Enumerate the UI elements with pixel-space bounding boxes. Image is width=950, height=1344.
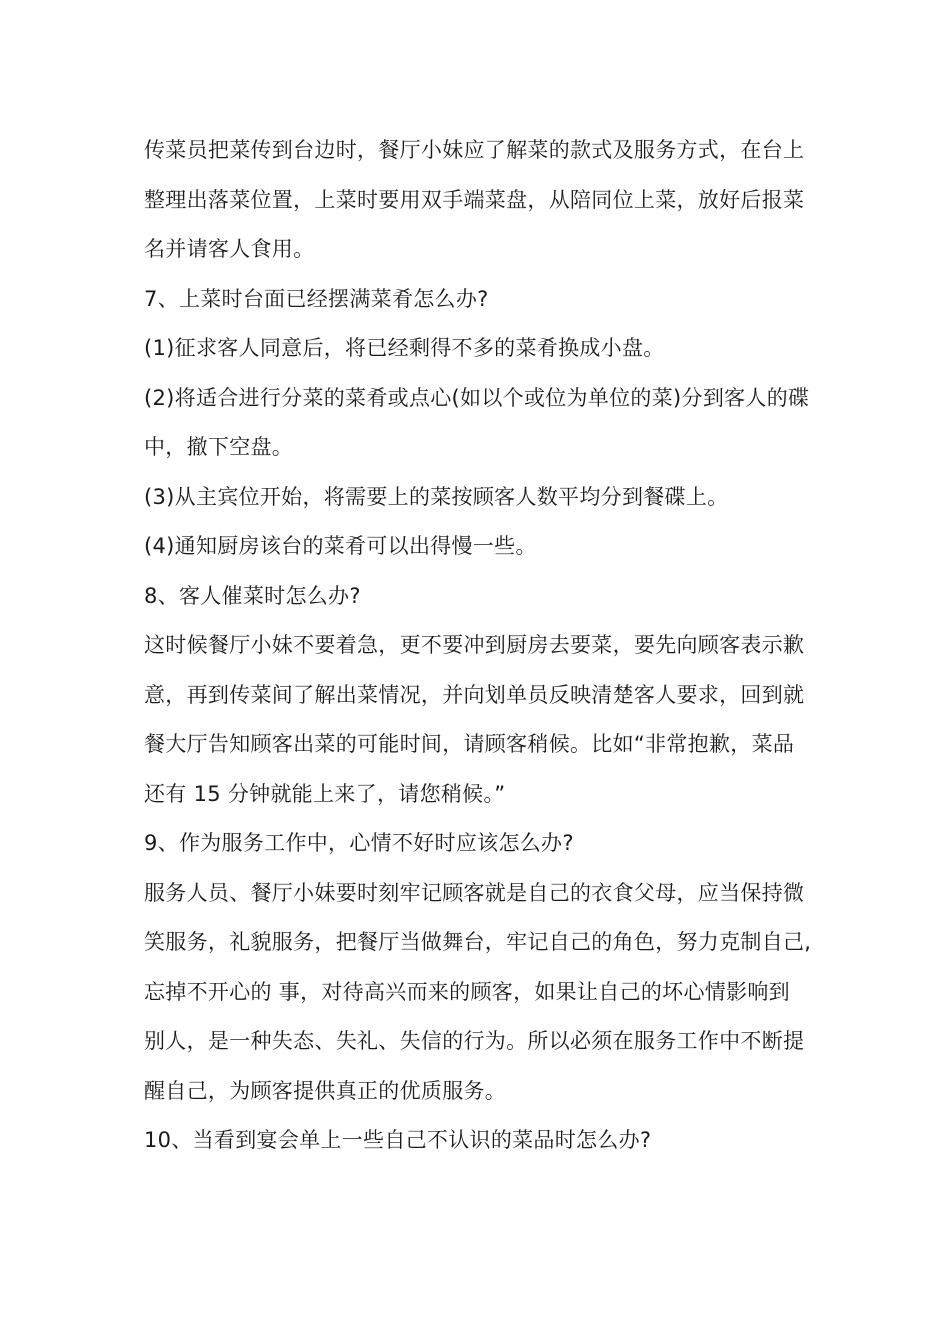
answer-7-item-2 xyxy=(144,374,824,473)
paragraph-serving-intro xyxy=(144,126,824,275)
text-line: (2)将适合进行分菜的菜肴或点心(如以个或位为单位的菜)分到客人的碟 xyxy=(144,385,810,410)
text-line: (3)从主宾位开始，将需要上的菜按顾客人数平均分到餐碟上。 xyxy=(144,484,729,509)
question-8-heading xyxy=(144,572,824,622)
answer-7-item-1 xyxy=(144,324,824,374)
question-7-heading xyxy=(144,275,824,325)
answer-8-paragraph xyxy=(144,621,824,819)
text-line: 8、客人催菜时怎么办? xyxy=(144,583,361,608)
text-line: 笑服务，礼貌服务，把餐厅当做舞台，牢记自己的角色，努力克制自己, xyxy=(144,930,812,954)
text-line: 服务人员、餐厅小妹要时刻牢记顾客就是自己的衣食父母，应当保持微 xyxy=(144,880,805,905)
answer-9-paragraph xyxy=(144,869,824,1117)
text-line: 传菜员把菜传到台边时，餐厅小妹应了解菜的款式及服务方式，在台上 xyxy=(144,138,805,162)
text-line: 7、上菜时台面已经摆满菜肴怎么办? xyxy=(144,286,489,311)
text-line: 名并请客人食用。 xyxy=(144,237,315,261)
text-line: 醒自己，为顾客提供真正的优质服务。 xyxy=(144,1078,507,1103)
text-line: 这时候餐厅小妹不要着急，更不要冲到厨房去要菜，要先向顾客表示歉 xyxy=(144,633,805,657)
answer-7-item-3 xyxy=(144,473,824,523)
text-line: 整理出落菜位置，上菜时要用双手端菜盘，从陪同位上菜，放好后报菜 xyxy=(144,187,805,212)
text-line: 中，撤下空盘。 xyxy=(144,435,294,459)
document-body xyxy=(144,126,824,1166)
text-line: 10、当看到宴会单上一些自己不认识的菜品时怎么办? xyxy=(144,1128,652,1152)
text-line: (4)通知厨房该台的菜肴可以出得慢一些。 xyxy=(144,534,537,558)
text-line: 9、作为服务工作中，心情不好时应该怎么办? xyxy=(144,831,574,855)
text-line: 别人，是一种失态、失礼、失信的行为。所以必须在服务工作中不断提 xyxy=(144,1029,805,1053)
text-line: 意，再到传菜间了解出菜情况，并向划单员反映清楚客人要求，回到就 xyxy=(144,682,805,707)
text-line: 还有 15 分钟就能上来了，请您稍候。” xyxy=(144,781,506,806)
text-line: 忘掉不开心的 事，对待高兴而来的顾客，如果让自己的坏心情影响到 xyxy=(144,979,790,1004)
answer-7-item-4 xyxy=(144,522,824,572)
text-line: 餐大厅告知顾客出菜的可能时间，请顾客稍候。比如“非常抱歉，菜品 xyxy=(144,732,795,756)
question-9-heading xyxy=(144,819,824,869)
text-line: (1)征求客人同意后，将已经剩得不多的菜肴换成小盘。 xyxy=(144,336,665,360)
question-10-heading xyxy=(144,1116,824,1166)
